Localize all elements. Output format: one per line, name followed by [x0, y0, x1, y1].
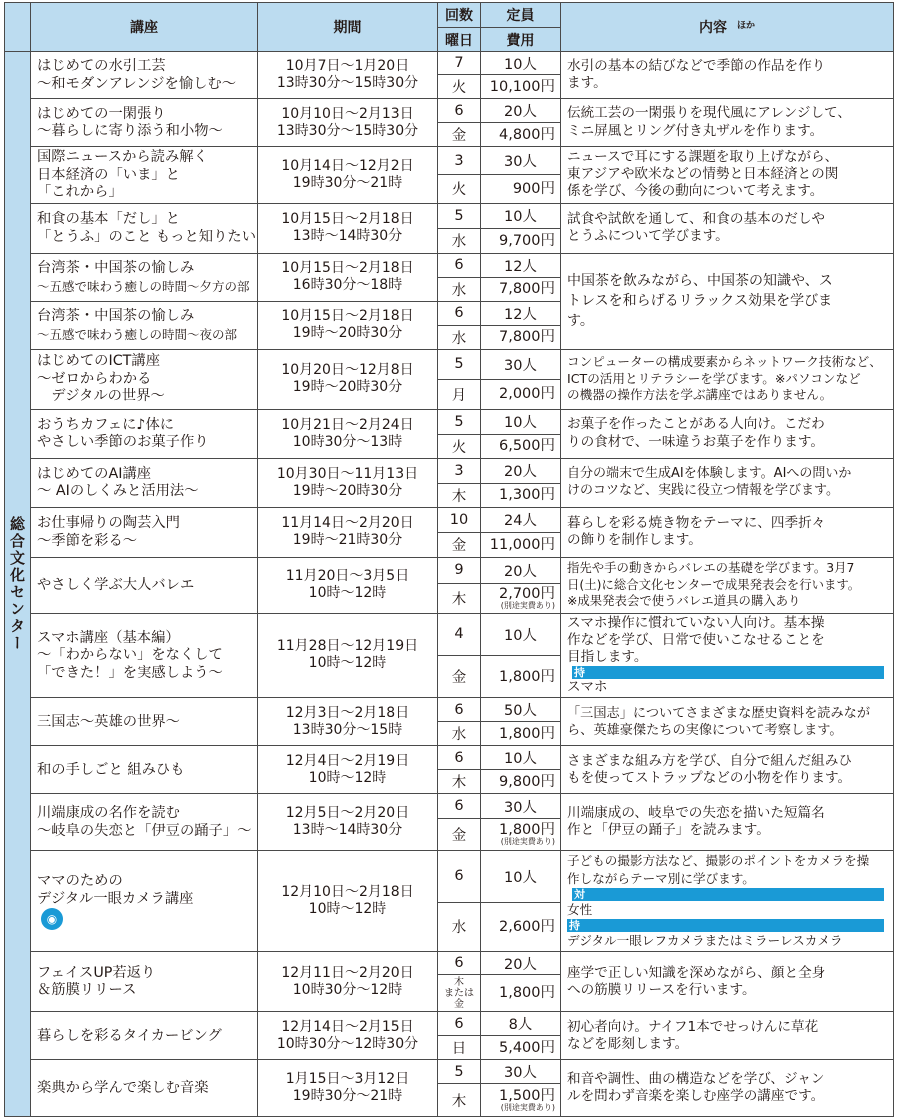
course-fee: 2,000円	[481, 379, 561, 409]
course-count: 6	[438, 698, 481, 722]
course-fee: 1,800円	[481, 975, 561, 1012]
course-fee: 1,800円	[481, 655, 561, 697]
course-title: 台湾茶・中国茶の愉しみ ～五感で味わう癒しの時間～夜の部	[31, 301, 258, 349]
course-title: 和の手しごと 組みひも	[31, 746, 258, 794]
course-period: 12月5日～2月20日 13時～14時30分	[258, 794, 438, 851]
course-fee: 900円	[481, 175, 561, 203]
course-weekday: 水	[438, 902, 481, 952]
course-capacity: 8人	[481, 1012, 561, 1036]
course-description: ニュースで耳にする課題を取り上げながら、 東アジアや欧米などの情勢と日本経済との関 係を学び、今後の動向について考えます。	[561, 147, 894, 204]
course-period: 11月14日～2月20日 19時～21時30分	[258, 507, 438, 557]
course-capacity: 30人	[481, 147, 561, 175]
course-weekday: 金	[438, 123, 481, 147]
course-title: お仕事帰りの陶芸入門 ～季節を彩る～	[31, 507, 258, 557]
course-description: 指先や手の動きからバレエの基礎を学びます。3月7 日(土)に総合文化センターで成果発表会を行います。 ※成果発表会で使うバレエ道具の購入あり	[561, 557, 894, 613]
course-fee: 6,500円	[481, 434, 561, 458]
course-count: 6	[438, 99, 481, 123]
course-count: 6	[438, 746, 481, 770]
course-weekday: 水	[438, 722, 481, 746]
course-capacity: 10人	[481, 203, 561, 228]
course-fee: 5,400円	[481, 1036, 561, 1060]
course-fee: 7,800円	[481, 325, 561, 349]
course-fee: 1,800円	[481, 722, 561, 746]
course-fee: 2,600円	[481, 902, 561, 952]
course-period: 12月11日～2月20日 10時30分～12時	[258, 952, 438, 1012]
taisho-badge: 対	[572, 888, 884, 901]
course-weekday: 日	[438, 1036, 481, 1060]
course-title: おうちカフェに♪体に やさしい季節のお菓子作り	[31, 409, 258, 458]
course-capacity: 24人	[481, 507, 561, 532]
course-count: 10	[438, 507, 481, 532]
course-capacity: 12人	[481, 253, 561, 277]
course-title: 暮らしを彩るタイカービング	[31, 1012, 258, 1060]
course-count: 3	[438, 458, 481, 483]
course-capacity: 12人	[481, 301, 561, 325]
course-period: 1月15日～3月12日 19時30分～21時	[258, 1060, 438, 1117]
course-title: 三国志～英雄の世界～	[31, 698, 258, 746]
course-fee: 1,800円 (別途実費あり)	[481, 819, 561, 851]
course-count: 5	[438, 1060, 481, 1084]
course-period: 10月15日～2月18日 19時～20時30分	[258, 301, 438, 349]
course-description: 自分の端末で生成AIを体験します。AIへの問いか けのコツなど、実践に役立つ情報を学びます。	[561, 458, 894, 507]
course-period: 10月7日～1月20日 13時30分～15時30分	[258, 52, 438, 99]
course-capacity: 20人	[481, 952, 561, 975]
header-corner	[5, 3, 31, 52]
course-period: 12月4日～2月19日 10時～12時	[258, 746, 438, 794]
course-weekday: 火	[438, 75, 481, 99]
course-count: 5	[438, 203, 481, 228]
course-description: 和音や調性、曲の構造などを学び、ジャン ルを問わず音楽を楽しむ座学の講座です。	[561, 1060, 894, 1117]
course-weekday: 木 または 金	[438, 975, 481, 1012]
course-fee: 2,700円 (別途実費あり)	[481, 583, 561, 613]
course-period: 10月30日～11月13日 19時～20時30分	[258, 458, 438, 507]
course-capacity: 20人	[481, 99, 561, 123]
course-capacity: 30人	[481, 1060, 561, 1084]
course-period: 12月10日～2月18日 10時～12時	[258, 851, 438, 952]
course-weekday: 木	[438, 770, 481, 794]
course-count: 6	[438, 952, 481, 975]
course-title: 川端康成の名作を読む ～岐阜の失恋と「伊豆の踊子」～	[31, 794, 258, 851]
course-fee: 1,500円 (別途実費あり)	[481, 1084, 561, 1117]
course-description: さまざまな組み方を学び、自分で組んだ組みひ もを使ってストラップなどの小物を作ります。	[561, 746, 894, 794]
course-title: はじめてのAI講座 ～ AIのしくみと活用法～	[31, 458, 258, 507]
course-fee: 7,800円	[481, 277, 561, 301]
course-count: 6	[438, 301, 481, 325]
course-count: 6	[438, 253, 481, 277]
course-fee: 9,700円	[481, 228, 561, 253]
header-course: 講座	[31, 3, 258, 52]
course-title: 国際ニュースから読み解く 日本経済の「いま」と 「これから」	[31, 147, 258, 204]
course-count: 3	[438, 147, 481, 175]
course-description: 暮らしを彩る焼き物をテーマに、四季折々 の飾りを制作します。	[561, 507, 894, 557]
course-description: 座学で正しい知識を深めながら、顔と全身 への筋膜リリースを行います。	[561, 952, 894, 1012]
course-period: 10月15日～2月18日 16時30分～18時	[258, 253, 438, 301]
course-fee: 4,800円	[481, 123, 561, 147]
course-capacity: 20人	[481, 557, 561, 583]
course-weekday: 水	[438, 325, 481, 349]
course-description: お菓子を作ったことがある人向け。こだわ りの食材で、一味違うお菓子を作ります。	[561, 409, 894, 458]
course-description: 水引の基本の結びなどで季節の作品を作り ます。	[561, 52, 894, 99]
course-description: 「三国志」についてさまざまな歴史資料を読みなが ら、英雄豪傑たちの実像について考察します。	[561, 698, 894, 746]
course-count: 7	[438, 52, 481, 75]
course-weekday: 金	[438, 532, 481, 557]
course-weekday: 水	[438, 277, 481, 301]
course-period: 10月15日～2月18日 13時～14時30分	[258, 203, 438, 253]
course-count: 4	[438, 613, 481, 655]
header-content-suffix: ほか	[736, 21, 755, 31]
course-description: スマホ操作に慣れていない人向け。基本操 作などを学び、日常で使いこなせることを 目指します。 持 スマホ	[561, 613, 894, 698]
course-title: はじめての一閑張り ～暮らしに寄り添う和小物～	[31, 99, 258, 147]
course-weekday: 木	[438, 583, 481, 613]
course-capacity: 20人	[481, 458, 561, 483]
course-table	[4, 2, 894, 1117]
mochimono-badge: 持	[567, 919, 884, 932]
course-weekday: 木	[438, 483, 481, 507]
course-description: 子どもの撮影方法など、撮影のポイントをカメラを操 作しながらテーマ別に学びます。 対 女性 持 デジタル一眼レフカメラまたはミラーレスカメラ	[561, 851, 894, 952]
header-period: 期間	[258, 3, 438, 52]
course-weekday: 金	[438, 819, 481, 851]
course-title: 和食の基本「だし」と 「とうふ」のこと もっと知りたい	[31, 203, 258, 253]
course-title: フェイスUP若返り ＆筋膜リリース	[31, 952, 258, 1012]
header-capacity: 定員	[481, 3, 561, 28]
course-weekday: 火	[438, 434, 481, 458]
course-title: ママのための デジタル一眼カメラ講座 ◉	[31, 851, 258, 952]
course-period: 10月10日～2月13日 13時30分～15時30分	[258, 99, 438, 147]
course-count: 6	[438, 1012, 481, 1036]
course-weekday: 火	[438, 175, 481, 203]
header-count: 回数	[438, 3, 481, 28]
course-period: 10月20日～12月8日 19時～20時30分	[258, 349, 438, 409]
course-capacity: 10人	[481, 746, 561, 770]
course-title: やさしく学ぶ大人バレエ	[31, 557, 258, 613]
course-capacity: 30人	[481, 794, 561, 819]
course-weekday: 木	[438, 1084, 481, 1117]
course-title: はじめてのICT講座 ～ゼロからわかる デジタルの世界～	[31, 349, 258, 409]
course-capacity: 30人	[481, 349, 561, 379]
mochimono-badge: 持	[572, 666, 884, 679]
course-capacity: 50人	[481, 698, 561, 722]
header-content	[561, 3, 894, 52]
mama-icon: ◉	[41, 908, 63, 930]
course-title: 楽典から学んで楽しむ音楽	[31, 1060, 258, 1117]
course-capacity: 10人	[481, 52, 561, 75]
course-weekday: 水	[438, 228, 481, 253]
course-capacity: 10人	[481, 409, 561, 434]
course-title: はじめての水引工芸 ～和モダンアレンジを愉しむ～	[31, 52, 258, 99]
course-period: 12月3日～2月18日 13時30分～15時	[258, 698, 438, 746]
course-description: 伝統工芸の一閑張りを現代風にアレンジして、 ミニ屏風とリング付き丸ザルを作ります。	[561, 99, 894, 147]
course-description: コンピューターの構成要素からネットワーク技術など、 ICTの活用とリテラシーを学びます。※パソコンなど の機器の操作方法を学ぶ講座ではありません。	[561, 349, 894, 409]
course-capacity: 10人	[481, 613, 561, 655]
course-title: 台湾茶・中国茶の愉しみ ～五感で味わう癒しの時間～夕方の部	[31, 253, 258, 301]
course-count: 9	[438, 557, 481, 583]
header-content-label: 内容	[698, 20, 727, 36]
course-description: 初心者向け。ナイフ1本でせっけんに草花 などを彫刻します。	[561, 1012, 894, 1060]
header-weekday: 曜日	[438, 28, 481, 52]
course-fee: 9,800円	[481, 770, 561, 794]
course-description: 川端康成の、岐阜での失恋を描いた短篇名 作と「伊豆の踊子」を読みます。	[561, 794, 894, 851]
header-fee: 費用	[481, 28, 561, 52]
course-description: 試食や試飲を通して、和食の基本のだしや とうふについて学びます。	[561, 203, 894, 253]
course-count: 6	[438, 794, 481, 819]
venue-label: 総合文化センター	[8, 516, 26, 653]
course-fee: 11,000円	[481, 532, 561, 557]
course-fee: 1,300円	[481, 483, 561, 507]
course-schedule	[4, 2, 893, 1117]
course-count: 5	[438, 409, 481, 434]
course-period: 11月28日～12月19日 10時～12時	[258, 613, 438, 698]
course-title: スマホ講座（基本編） ～「わからない」をなくして 「できた！」を実感しよう～	[31, 613, 258, 698]
course-weekday: 金	[438, 655, 481, 697]
course-weekday: 月	[438, 379, 481, 409]
course-period: 12月14日～2月15日 10時30分～12時30分	[258, 1012, 438, 1060]
course-period: 10月14日～12月2日 19時30分～21時	[258, 147, 438, 204]
venue-label-cell	[5, 52, 31, 1117]
course-fee: 10,100円	[481, 75, 561, 99]
course-period: 10月21日～2月24日 10時30分～13時	[258, 409, 438, 458]
course-description: 中国茶を飲みながら、中国茶の知識や、ス トレスを和らげるリラックス効果を学びま す。	[561, 253, 894, 349]
course-count: 5	[438, 349, 481, 379]
course-period: 11月20日～3月5日 10時～12時	[258, 557, 438, 613]
course-count: 6	[438, 851, 481, 902]
course-capacity: 10人	[481, 851, 561, 902]
